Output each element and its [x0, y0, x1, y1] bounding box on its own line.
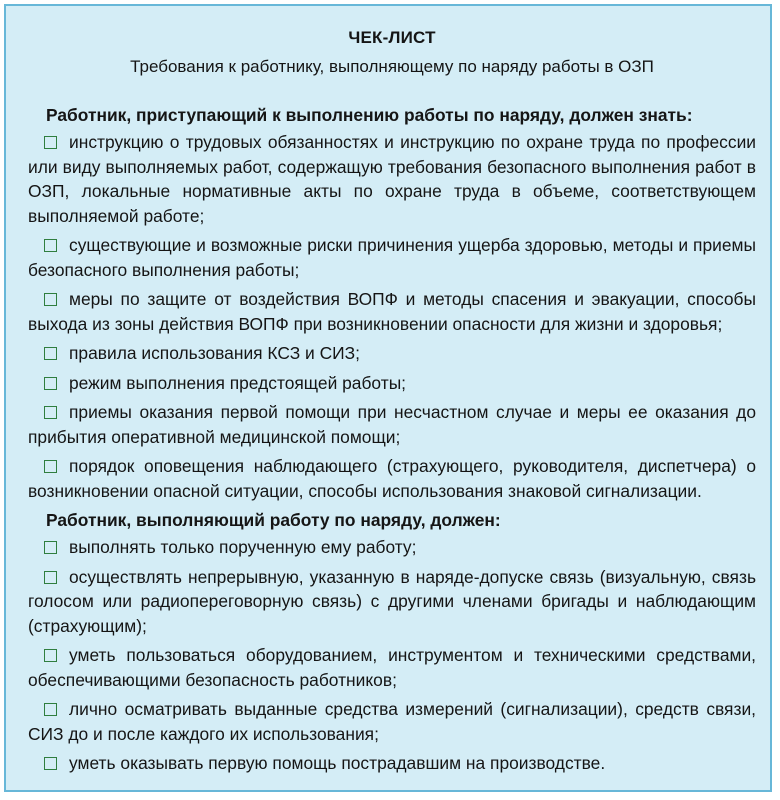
checkbox[interactable]	[44, 703, 57, 716]
section-heading-must-do: Работник, выполняющий работу по наряду, должен:	[46, 510, 501, 530]
checklist-item	[28, 287, 756, 336]
checkbox[interactable]	[44, 649, 57, 662]
checkbox[interactable]	[44, 406, 57, 419]
checklist-item-text: выполнять только порученную ему работу;	[69, 537, 417, 557]
checklist-item-text: уметь пользоваться оборудованием, инструментом и техническими средствами, обеспечивающими безопасность работников;	[28, 645, 756, 690]
section-heading-must-know: Работник, приступающий к выполнению работы по наряду, должен знать:	[46, 105, 693, 125]
checkbox[interactable]	[44, 571, 57, 584]
checklist-item	[28, 454, 756, 503]
checklist-item	[28, 371, 756, 396]
checklist-item	[28, 751, 756, 776]
checklist-item-text: существующие и возможные риски причинения ущерба здоровью, методы и приемы безопасного выполнения работы;	[28, 235, 756, 280]
checkbox[interactable]	[44, 541, 57, 554]
checklist-item-text: режим выполнения предстоящей работы;	[69, 372, 407, 393]
checklist-item-text: приемы оказания первой помощи при несчастном случае и меры ее оказания до прибытия оперативной медицинской помощи;	[28, 402, 756, 447]
checklist-item-text: уметь оказывать первую помощь пострадавшим на производстве.	[69, 753, 606, 773]
checklist-item-text: лично осматривать выданные средства измерений (сигнализации), средств связи, СИЗ до и после каждого их использования;	[28, 699, 756, 744]
checklist-subtitle: Требования к работнику, выполняющему по наряду работы в ОЗП	[130, 57, 654, 76]
checkbox[interactable]	[44, 136, 57, 149]
checkbox[interactable]	[44, 460, 57, 473]
checklist-item	[28, 341, 756, 366]
checklist-item	[28, 400, 756, 449]
checklist-item	[28, 130, 756, 228]
checklist-card	[4, 4, 772, 792]
must-know-list	[28, 130, 756, 503]
checklist-item	[28, 643, 756, 692]
checkbox[interactable]	[44, 347, 57, 360]
checklist-item	[28, 535, 756, 560]
checklist-item	[28, 565, 756, 639]
checkbox[interactable]	[44, 757, 57, 770]
checklist-item-text: порядок оповещения наблюдающего (страхующего, руководителя, диспетчера) о возникновении опасной ситуации, способы использования знаковой сигнализации.	[28, 456, 756, 501]
checklist-item-text: инструкцию о трудовых обязанностях и инструкцию по охране труда по профессии или виду выполняемых работ, содержащую требования безопасного выполнения работ в ОЗП, локальные нормативные акты по охране труда в объеме, соответствующем выполняемой работе;	[28, 132, 756, 226]
checklist-item-text: меры по защите от воздействия ВОПФ и методы спасения и эвакуации, способы выхода из зоны действия ВОПФ при возникновении опасности для жизни и здоровья;	[28, 289, 756, 334]
checkbox[interactable]	[44, 239, 57, 252]
checklist-item-text: правила использования КСЗ и СИЗ;	[69, 343, 360, 363]
checklist-item	[28, 697, 756, 746]
checklist-item	[28, 233, 756, 282]
checkbox[interactable]	[44, 377, 57, 390]
must-do-list	[28, 535, 756, 776]
checklist-item-text: осуществлять непрерывную, указанную в наряде-допуске связь (визуальную, связь голосом или радиопереговорную связь) с другими членами бригады и наблюдающим (страхующим);	[28, 566, 756, 636]
section-must-do	[28, 508, 756, 776]
section-must-know	[28, 103, 756, 503]
checklist-title: ЧЕК-ЛИСТ	[348, 28, 436, 47]
checkbox[interactable]	[44, 293, 57, 306]
